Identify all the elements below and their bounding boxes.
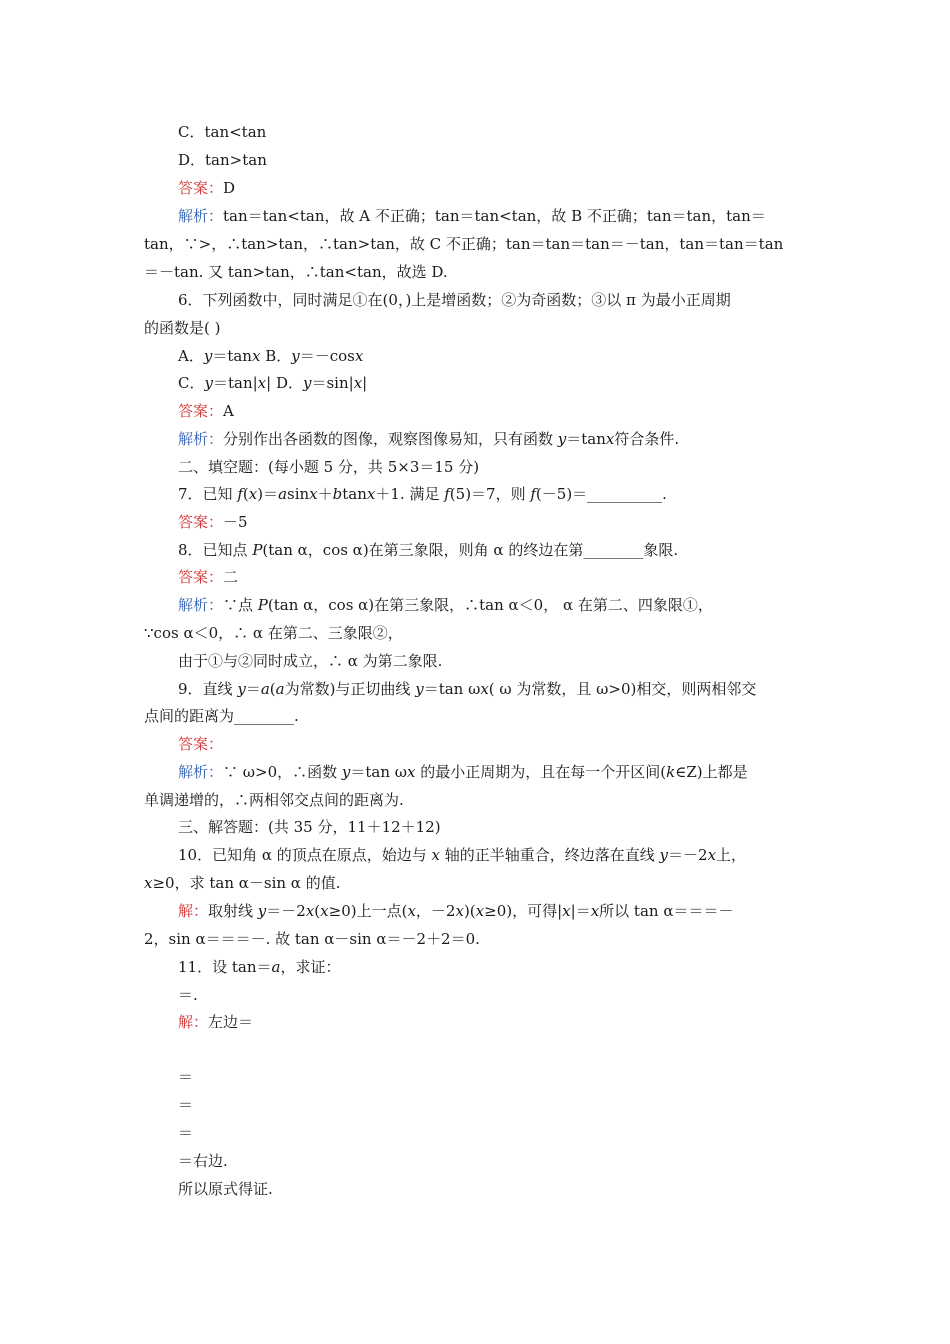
text-line — [178, 401, 234, 421]
text-line — [178, 1012, 253, 1032]
text-run: ＝－cos — [299, 347, 355, 365]
text-run: 三、解答题：(共 35 分，11＋12＋12) — [178, 818, 441, 836]
text-run: ＝右边. — [178, 1152, 228, 1170]
text-run: x — [144, 874, 153, 892]
text-run: ＝tan — [212, 347, 252, 365]
text-line — [178, 845, 746, 865]
text-run: B． — [260, 347, 292, 365]
text-run: 所以 tan α＝＝＝－ — [599, 902, 734, 920]
text-run: ＝ — [245, 680, 261, 698]
text-run: 二 — [223, 568, 239, 586]
text-line — [178, 290, 731, 310]
text-run: x — [407, 902, 416, 920]
text-line — [144, 262, 448, 282]
text-run: x — [309, 485, 318, 503]
text-run: A． — [178, 347, 204, 365]
text-run: y — [291, 347, 300, 365]
answer-label: 答案： — [178, 402, 224, 420]
text-line — [178, 540, 678, 560]
text-line — [144, 873, 340, 893]
text-run: 2，sin α＝＝＝－. 故 tan α－sin α＝－2＋2＝0. — [144, 930, 480, 948]
text-run: ＝tan ω — [350, 763, 408, 781]
text-line — [178, 985, 198, 1005]
text-run: 由于①与②同时成立，∴ α 为第二象限. — [178, 652, 443, 670]
text-line — [178, 734, 223, 754]
text-run: ＝ — [178, 1096, 194, 1114]
text-run: 符合条件. — [614, 430, 680, 448]
text-run: f — [444, 485, 450, 503]
text-run: 所以原式得证. — [178, 1180, 273, 1198]
text-run: x — [353, 374, 363, 392]
answer-label: 解： — [178, 902, 209, 920]
text-run: A — [223, 402, 234, 420]
text-line — [178, 1179, 273, 1199]
text-line — [178, 679, 756, 699]
text-run: P — [252, 541, 263, 559]
text-run: tan — [342, 485, 367, 503]
text-run: 的最小正周期为，且在每一个开区间( — [415, 763, 667, 781]
answer-label: 答案： — [178, 179, 224, 197]
text-run: P — [257, 596, 268, 614]
text-run: 左边＝ — [208, 1013, 254, 1031]
text-run: 取射线 — [208, 902, 258, 920]
text-line — [178, 346, 363, 366]
text-run: y — [302, 374, 312, 392]
text-run: 9．直线 — [178, 680, 238, 698]
text-run: )＝ — [257, 485, 279, 503]
text-line — [178, 150, 267, 170]
text-line — [178, 1067, 193, 1087]
text-run: |＝ — [570, 902, 591, 920]
text-run: C． — [178, 374, 205, 392]
text-run: y — [415, 680, 424, 698]
text-run: | D． — [266, 374, 303, 392]
text-line — [178, 651, 442, 671]
text-run: ( — [314, 902, 321, 920]
text-run: ≥0)，可得| — [484, 902, 563, 920]
text-run: (5)＝7，则 — [449, 485, 531, 503]
text-run: sin — [287, 485, 310, 503]
text-run: ＋1. 满足 — [375, 485, 445, 503]
text-line — [178, 957, 340, 977]
text-run: x — [480, 680, 489, 698]
text-line — [178, 595, 713, 615]
text-run: 10．已知角 α 的顶点在原点，始边与 — [178, 846, 432, 864]
text-run: ∵ ω>0，∴函数 — [223, 763, 342, 781]
text-line — [178, 457, 479, 477]
text-run: ＝tan — [566, 430, 606, 448]
text-run: ＝－2 — [266, 902, 306, 920]
text-line — [178, 206, 766, 226]
text-run: x — [366, 485, 376, 503]
text-run: ( ω 为常数，且 ω>0)相交，则两相邻交 — [488, 680, 757, 698]
text-run: 轴的正半轴重合，终边落在直线 — [440, 846, 660, 864]
text-run: x — [431, 846, 440, 864]
text-run: x — [590, 902, 600, 920]
text-run: y — [341, 763, 351, 781]
text-run: x — [354, 347, 364, 365]
answer-label: 答案： — [178, 735, 224, 753]
text-run: ，－2 — [415, 902, 456, 920]
text-run: ( — [242, 485, 249, 503]
text-line — [178, 484, 667, 504]
answer-label: 答案： — [178, 568, 224, 586]
text-run: D．tan>tan — [178, 151, 267, 169]
text-run: (tan α，cos α)在第三象限，则角 α 的终边在第________象限. — [262, 541, 679, 559]
text-run: x — [455, 902, 464, 920]
text-run: (tan α，cos α)在第三象限，∴tan α＜0， α 在第二、四象限①， — [267, 596, 713, 614]
text-run: ＝ — [178, 1124, 194, 1142]
text-run: 8．已知点 — [178, 541, 253, 559]
text-run: f — [530, 485, 536, 503]
text-run: tan＝tan<tan，故 A 不正确；tan＝tan<tan，故 B 不正确；tan＝tan，tan＝ — [223, 207, 766, 225]
text-run: ＝ — [178, 1068, 194, 1086]
text-run: ＝－2 — [668, 846, 708, 864]
text-run: D — [223, 179, 236, 197]
text-line — [178, 1123, 193, 1143]
text-run: y — [257, 902, 267, 920]
text-run: 11．设 tan＝ — [178, 958, 272, 976]
text-run: ＝tan ω — [423, 680, 481, 698]
text-run: 6．下列函数中，同时满足①在(0，)上是增函数；②为奇函数；③以 π 为最小正周期 — [178, 291, 731, 309]
text-run: a — [260, 680, 270, 698]
text-run: k — [666, 763, 676, 781]
text-run: ∵点 — [223, 596, 258, 614]
text-line — [144, 790, 404, 810]
text-run: x — [251, 347, 261, 365]
text-run: 分别作出各函数的图像，观察图像易知，只有函数 — [223, 430, 558, 448]
answer-label: 答案： — [178, 513, 224, 531]
text-run: | — [362, 374, 368, 392]
text-run: ＋ — [317, 485, 333, 503]
text-run: x — [257, 374, 267, 392]
text-run: 单调递增的，∴两相邻交点间的距离为. — [144, 791, 404, 809]
text-run: x — [407, 763, 416, 781]
text-run: ＝sin| — [311, 374, 354, 392]
analysis-label: 解析： — [178, 207, 224, 225]
text-run: ≥0)上一点( — [328, 902, 408, 920]
text-line — [144, 234, 783, 254]
text-run: 的函数是( ) — [144, 319, 221, 337]
text-run: y — [557, 430, 567, 448]
text-run: ＝tan| — [212, 374, 258, 392]
text-run: 上， — [716, 846, 747, 864]
text-run: x — [320, 902, 329, 920]
text-line — [178, 901, 733, 921]
text-run: y — [204, 374, 213, 392]
text-run: ，求证： — [280, 958, 341, 976]
text-run: a — [278, 485, 288, 503]
text-run: )( — [463, 902, 476, 920]
text-line — [144, 929, 480, 949]
text-line — [178, 373, 367, 393]
text-run: －5 — [223, 513, 248, 531]
text-run: 为常数)与正切曲线 — [284, 680, 416, 698]
text-run: y — [237, 680, 246, 698]
text-run: ≥0，求 tan α－sin α 的值. — [152, 874, 341, 892]
text-run: (－5)＝__________. — [535, 485, 667, 503]
text-line — [178, 817, 441, 837]
text-run: ∵cos α＜0，∴ α 在第二、三象限②， — [144, 624, 403, 642]
text-line — [178, 512, 248, 532]
text-run: f — [237, 485, 243, 503]
text-run: y — [203, 347, 213, 365]
text-run: 二、填空题：(每小题 5 分，共 5×3＝15 分) — [178, 458, 480, 476]
text-run: a — [271, 958, 281, 976]
text-run: x — [605, 430, 615, 448]
text-line — [178, 122, 266, 142]
text-run: a — [275, 680, 285, 698]
text-line — [178, 178, 235, 198]
text-line — [178, 429, 679, 449]
text-run: ＝. — [178, 986, 198, 1004]
text-line — [178, 567, 238, 587]
analysis-label: 解析： — [178, 430, 224, 448]
text-run: ∈Z)上都是 — [675, 763, 748, 781]
text-run: x — [562, 902, 571, 920]
text-run: x — [305, 902, 315, 920]
analysis-label: 解析： — [178, 596, 224, 614]
text-run: ( — [269, 680, 276, 698]
text-line — [144, 706, 299, 726]
text-run: 点间的距离为________. — [144, 707, 299, 725]
text-run: b — [332, 485, 343, 503]
text-run: ＝－tan. 又 tan>tan，∴tan<tan，故选 D. — [144, 263, 448, 281]
answer-label: 解： — [178, 1013, 209, 1031]
text-line — [144, 623, 403, 643]
text-run: x — [248, 485, 258, 503]
text-line — [178, 762, 748, 782]
text-run: y — [659, 846, 669, 864]
text-line — [178, 1151, 228, 1171]
text-run: x — [707, 846, 717, 864]
text-line — [144, 318, 220, 338]
text-run: 7．已知 — [178, 485, 238, 503]
text-run: C．tan<tan — [178, 123, 267, 141]
text-line — [178, 1095, 193, 1115]
text-run: tan，∵>，∴tan>tan，∴tan>tan，故 C 不正确；tan＝tan＝tan＝－tan，tan＝tan＝tan — [144, 235, 784, 253]
analysis-label: 解析： — [178, 763, 224, 781]
text-run: x — [475, 902, 485, 920]
